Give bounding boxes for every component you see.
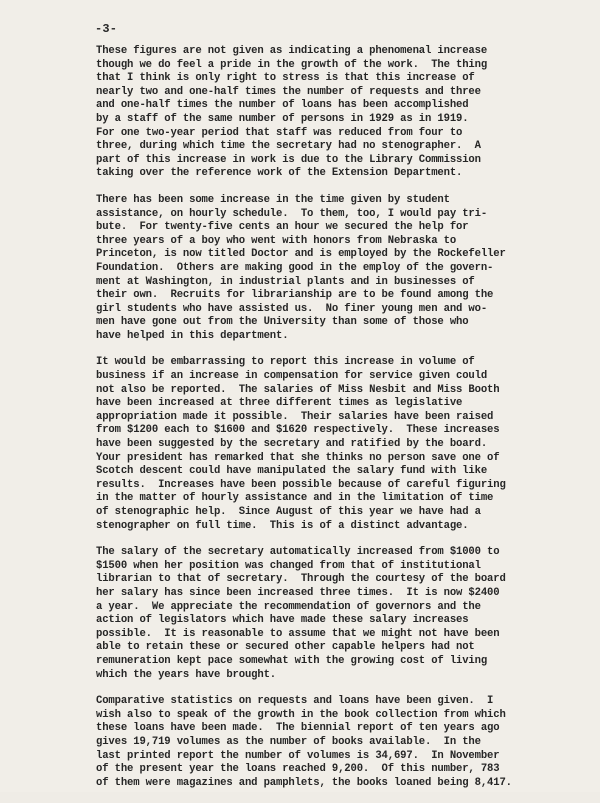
text-line: though we do feel a pride in the growth of the work. The thing [96, 58, 488, 71]
text-line: These figures are not given as indicating a phenomenal increase [96, 45, 488, 57]
text-line: taking over the reference work of the Extension Department. [96, 167, 463, 180]
text-line: Your president has remarked that she thinks no person save one of [96, 451, 500, 464]
text-line: It would be embarrassing to report this increase in volume of [96, 356, 475, 369]
text-line: Princeton, is now titled Doctor and is employed by the Rockefeller [96, 248, 506, 261]
text-line: part of this increase in work is due to the Library Commission [96, 153, 481, 166]
text-line: appropriation made it possible. Their salaries have been raised [96, 410, 494, 423]
text-line: results. Increases have been possible because of careful figuring [96, 478, 506, 491]
text-line: last printed report the number of volumes is 34,697. In November [96, 749, 500, 762]
text-line: nearly two and one-half times the number of requests and three [96, 85, 481, 98]
text-line: not also be reported. The salaries of Miss Nesbit and Miss Booth [96, 383, 500, 396]
text-line: possible. It is reasonable to assume that we might not have been [96, 627, 500, 640]
text-line: from $1200 each to $1600 and $1620 respectively. These increases [96, 424, 500, 437]
text-line: business if an increase in compensation for service given could [96, 370, 488, 383]
text-line: have helped in this department. [96, 329, 289, 342]
text-line: these loans have been made. The biennial report of ten years ago [96, 722, 500, 735]
text-line: men have gone out from the University than some of those who [96, 316, 469, 329]
text-line: a year. We appreciate the recommendation of governors and the [96, 600, 481, 613]
text-line: of the present year the loans reached 9,200. Of this number, 783 [96, 763, 500, 776]
text-line: librarian to that of secretary. Through the courtesy of the board [96, 573, 506, 586]
paragraph-4 [96, 546, 576, 682]
text-line: girl students who have assisted us. No finer young men and wo- [96, 302, 488, 315]
text-line: her salary has since been increased three times. It is now $2400 [96, 586, 500, 599]
text-line: $1500 when her position was changed from that of institutional [96, 559, 481, 572]
text-line: their own. Recruits for librarianship are to be found among the [96, 289, 494, 302]
text-line: and one-half times the number of loans has been accomplished [96, 99, 469, 112]
text-line: that I think is only right to stress is that this increase of [96, 72, 475, 85]
paragraph-3 [96, 356, 576, 533]
text-line: There has been some increase in the time given by student [96, 193, 450, 206]
text-line: have been increased at three different times as legislative [96, 397, 463, 410]
text-line: have been suggested by the secretary and ratified by the board. [96, 438, 488, 451]
text-line: gives 19,719 volumes as the number of books available. In the [96, 735, 481, 748]
text-line: of them were magazines and pamphlets, the books loaned being 8,417. [96, 776, 512, 789]
text-line: remuneration kept pace somewhat with the growing cost of living [96, 654, 488, 667]
text-line: The salary of the secretary automatically increased from $1000 to [96, 546, 500, 559]
text-line: wish also to speak of the growth in the book collection from which [96, 708, 506, 721]
text-line: ment at Washington, in industrial plants and in businesses of [96, 275, 475, 288]
text-line: by a staff of the same number of persons in 1929 as in 1919. [96, 112, 469, 125]
text-line: Scotch descent could have manipulated the salary fund with like [96, 465, 488, 478]
text-line: three years of a boy who went with honors from Nebraska to [96, 234, 457, 247]
text-line: three, during which time the secretary had no stenographer. A [96, 140, 481, 153]
text-line: able to retain these or secured other capable helpers had not [96, 641, 475, 654]
text-line: For one two-year period that staff was reduced from four to [96, 126, 463, 139]
text-line: which the years have brought. [96, 668, 277, 681]
paragraph-2 [96, 194, 576, 344]
paragraph-1 [96, 45, 576, 181]
paragraph-5 [96, 695, 576, 790]
text-line: Comparative statistics on requests and loans have been given. I [96, 695, 494, 708]
text-line: of stenographic help. Since August of this year we have had a [96, 506, 481, 518]
page-number: -3- [95, 22, 118, 36]
text-line: Foundation. Others are making good in the employ of the govern- [96, 261, 494, 274]
text-line: assistance, on hourly schedule. To them, too, I would pay tri- [96, 207, 488, 220]
text-line: stenographer on full time. This is of a distinct advantage. [96, 519, 469, 532]
document-body [96, 45, 576, 803]
text-line: bute. For twenty-five cents an hour we secured the help for [96, 221, 469, 234]
text-line: in the matter of hourly assistance and in the limitation of time [96, 492, 494, 505]
text-line: action of legislators which have made these salary increases [96, 614, 469, 627]
